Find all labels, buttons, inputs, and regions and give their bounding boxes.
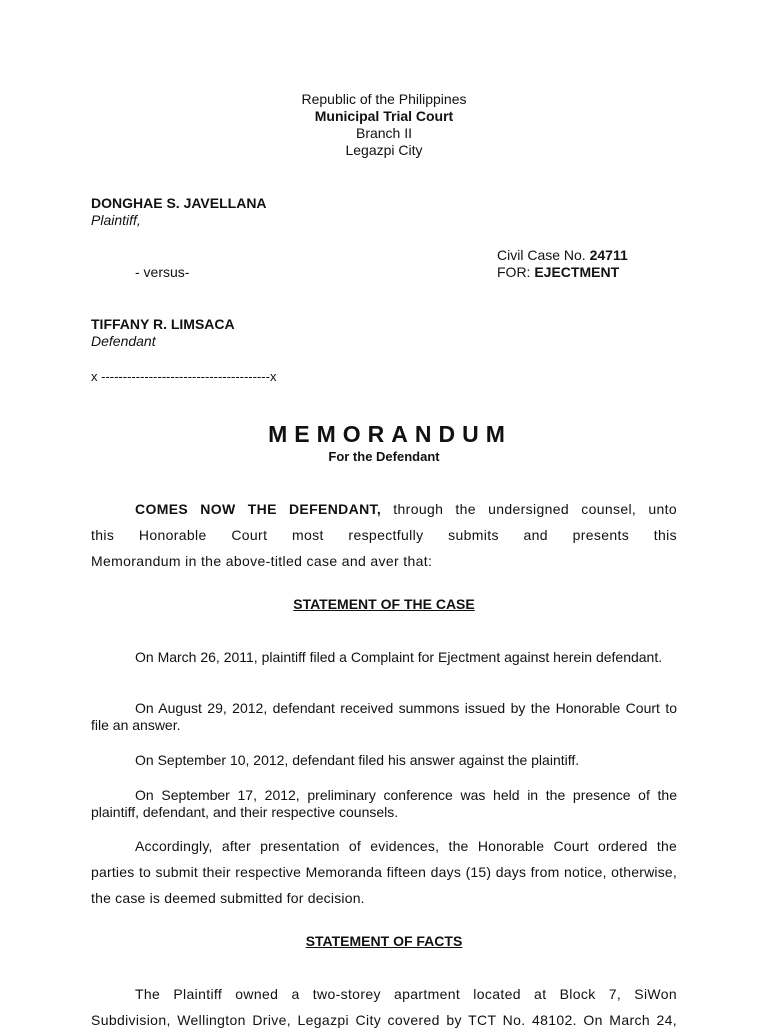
versus-text: - versus- xyxy=(135,264,190,280)
defendant-role: Defendant xyxy=(91,333,156,349)
facts-line-2: Subdivision, Wellington Drive, Legazpi City covered by TCT No. 48102. On March 24, xyxy=(91,1012,677,1028)
civil-case-number: 24711 xyxy=(589,247,628,263)
case-paragraph-4: On September 17, 2012, preliminary conference was held in the presence of the plaintiff, defendant, and their respective counsels. xyxy=(91,787,677,820)
for-label: FOR: xyxy=(497,264,535,280)
facts-line-1: The Plaintiff owned a two-storey apartment located at Block 7, SiWon xyxy=(135,986,677,1002)
case-paragraph-1: On March 26, 2011, plaintiff filed a Complaint for Ejectment against herein defendant. xyxy=(135,649,663,665)
case-paragraph-2: On August 29, 2012, defendant received summons issued by the Honorable Court to file an answer. xyxy=(91,700,677,733)
facts-paragraph xyxy=(91,981,677,1033)
intro-line-3: Memorandum in the above-titled case and aver that: xyxy=(91,553,433,569)
case-paragraph-5: Accordingly, after presentation of evidences, the Honorable Court ordered the parties to submit their respective Memoranda fifteen days (15) days from notice, otherwise, the case is deemed submitted for decision. xyxy=(91,838,677,906)
statement-of-case-heading: STATEMENT OF THE CASE xyxy=(293,596,475,612)
statement-of-facts-heading: STATEMENT OF FACTS xyxy=(305,933,463,949)
document-subtitle: For the Defendant xyxy=(328,449,440,464)
defendant-name: TIFFANY R. LIMSACA xyxy=(91,316,235,332)
caption-separator: x ---------------------------------------x xyxy=(91,369,277,384)
civil-case-label: Civil Case No. xyxy=(497,247,590,263)
republic-line: Republic of the Philippines xyxy=(301,91,467,107)
case-paragraph-3: On September 10, 2012, defendant filed his answer against the plaintiff. xyxy=(135,752,580,768)
case-nature-line xyxy=(497,264,619,280)
civil-case-line xyxy=(497,247,628,263)
intro-line-1-rest: through the undersigned counsel, unto xyxy=(381,501,677,517)
intro-paragraph xyxy=(91,496,677,574)
intro-lead: COMES NOW THE DEFENDANT, xyxy=(135,501,382,517)
court-name: Municipal Trial Court xyxy=(314,108,454,124)
plaintiff-role: Plaintiff, xyxy=(91,212,141,228)
intro-line-1 xyxy=(91,496,677,522)
document-title: MEMORANDUM xyxy=(268,421,512,447)
city-line: Legazpi City xyxy=(345,142,423,158)
intro-line-2: this Honorable Court most respectfully submits and presents this xyxy=(91,527,677,543)
plaintiff-name: DONGHAE S. JAVELLANA xyxy=(91,195,267,211)
case-nature: EJECTMENT xyxy=(534,264,620,280)
branch-line: Branch II xyxy=(355,125,413,141)
